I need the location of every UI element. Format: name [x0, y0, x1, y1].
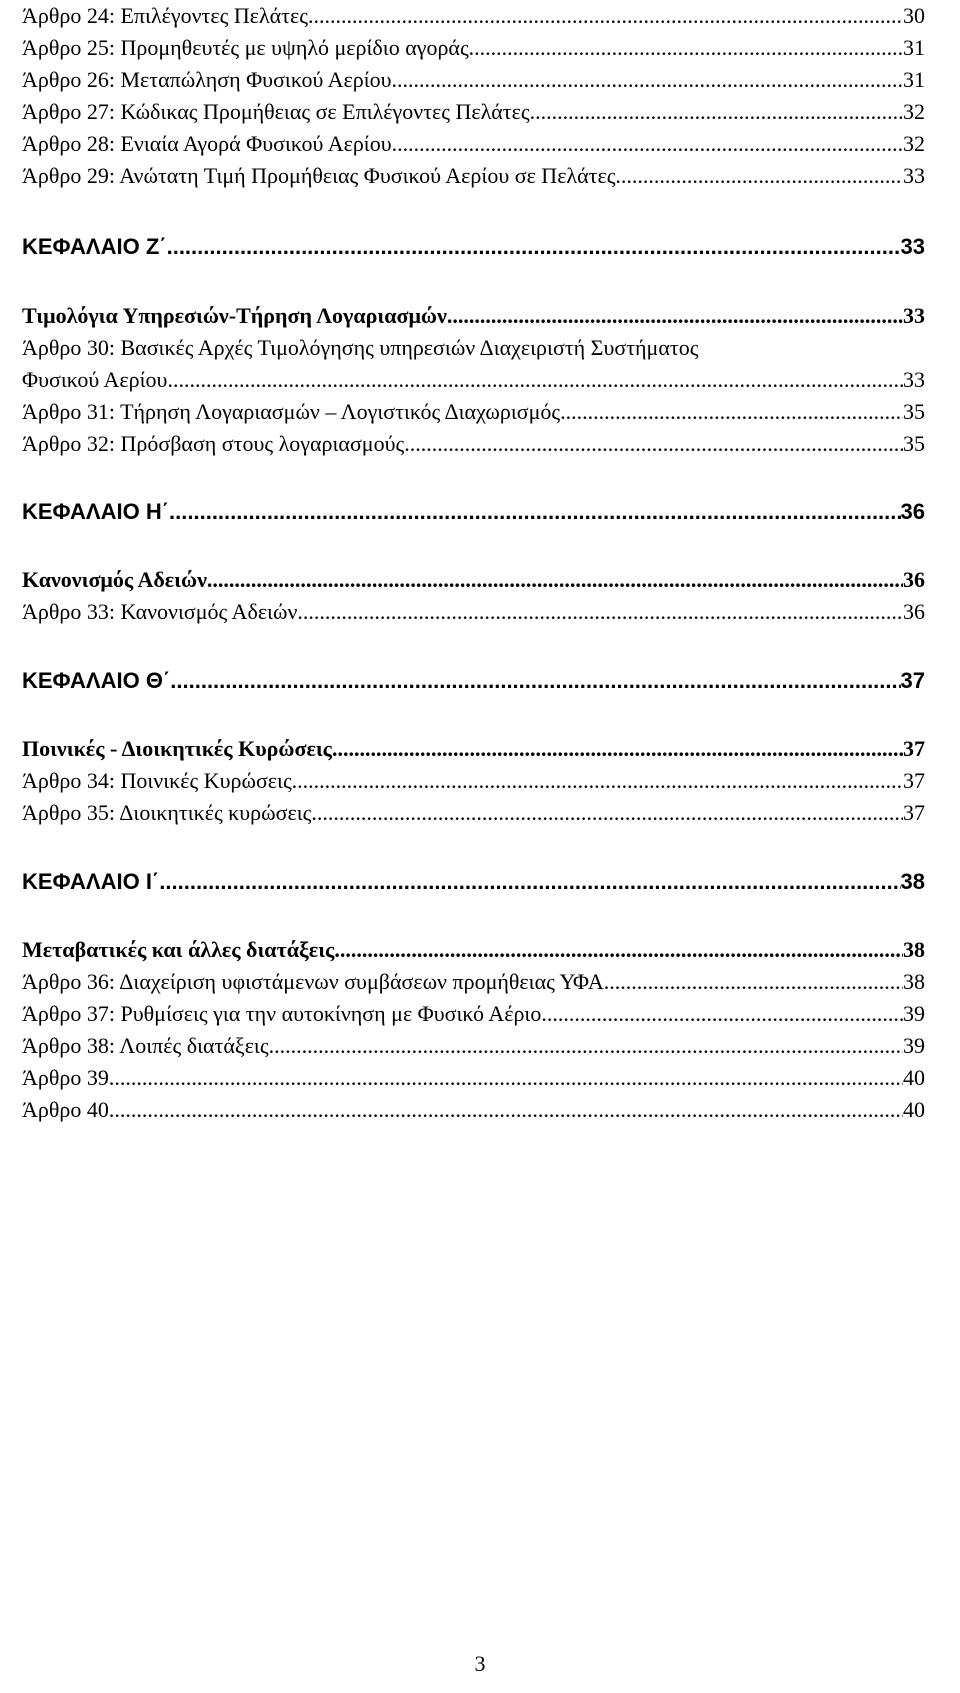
dot-leader [392, 128, 903, 160]
toc-entry-title: Άρθρο 35: Διοικητικές κυρώσεις [22, 800, 312, 825]
toc-entry-page: 39 [903, 1001, 925, 1026]
toc-entry-article-30[interactable] [22, 332, 925, 364]
toc-entry-page: 31 [903, 67, 925, 92]
toc-entry-article-31[interactable] [22, 396, 925, 428]
dot-leader [207, 564, 903, 596]
toc-entry-page: 37 [903, 800, 925, 825]
toc-entry-article-32[interactable] [22, 428, 925, 460]
dot-leader [615, 160, 903, 192]
toc-entry-chapter-i[interactable] [22, 496, 925, 528]
toc-entry-title: Άρθρο 39 [22, 1065, 109, 1090]
toc-entry-article-40[interactable] [22, 1094, 925, 1126]
dot-leader [308, 0, 903, 32]
toc-entry-article-34[interactable] [22, 765, 925, 797]
toc-entry-page: 33 [903, 367, 925, 392]
toc-entry-page: 38 [900, 869, 925, 894]
toc-entry-page: 39 [903, 1033, 925, 1058]
toc-entry-title: Άρθρο 25: Προμηθευτές με υψηλό μερίδιο αγοράς [22, 35, 469, 60]
page-number: 3 [474, 1651, 486, 1676]
toc-entry-section-licenses[interactable] [22, 564, 925, 596]
toc-entry-title: ΚΕΦΑΛΑΙΟ Η΄ [22, 499, 170, 524]
toc-entry-title: Φυσικού Αερίου [22, 367, 168, 392]
toc-entry-page: 38 [903, 937, 925, 962]
toc-entry-page: 37 [900, 668, 925, 693]
dot-leader [170, 665, 900, 697]
toc-entry-title: Άρθρο 40 [22, 1097, 109, 1122]
dot-leader [447, 300, 903, 332]
toc-entry-title: ΚΕΦΑΛΑΙΟ Ι΄ [22, 869, 160, 894]
toc-entry-title: Μεταβατικές και άλλες διατάξεις [22, 937, 335, 962]
toc-entry-article-35[interactable] [22, 797, 925, 829]
toc-entry-chapter-th[interactable] [22, 665, 925, 697]
toc-entry-page: 36 [900, 499, 925, 524]
dot-leader [109, 1094, 903, 1126]
toc-entry-title: Άρθρο 24: Επιλέγοντες Πελάτες [22, 3, 308, 28]
dot-leader [541, 998, 903, 1030]
toc-entry-title: Άρθρο 36: Διαχείριση υφιστάμενων συμβάσεων προμήθειας ΥΦΑ [22, 969, 604, 994]
toc-entry-article-24[interactable] [22, 0, 925, 32]
toc-entry-article-25[interactable] [22, 32, 925, 64]
toc-entry-page: 31 [903, 35, 925, 60]
toc-entry-page: 36 [903, 599, 925, 624]
toc-entry-page: 35 [903, 431, 925, 456]
toc-entry-article-37[interactable] [22, 998, 925, 1030]
toc-entry-title: Άρθρο 28: Ενιαία Αγορά Φυσικού Αερίου [22, 131, 392, 156]
dot-leader [530, 96, 903, 128]
toc-entry-article-28[interactable] [22, 128, 925, 160]
toc-entry-title: Άρθρο 38: Λοιπές διατάξεις [22, 1033, 269, 1058]
dot-leader [297, 596, 903, 628]
toc-entry-page: 40 [903, 1097, 925, 1122]
toc-entry-page: 35 [903, 399, 925, 424]
toc-entry-article-33[interactable] [22, 596, 925, 628]
toc-entry-title: Τιμολόγια Υπηρεσιών-Τήρηση Λογαριασμών [22, 303, 447, 328]
toc-entry-article-29[interactable] [22, 160, 925, 192]
dot-leader [169, 496, 900, 528]
dot-leader [334, 934, 903, 966]
dot-leader [332, 733, 903, 765]
dot-leader [292, 765, 903, 797]
toc-entry-page: 32 [903, 131, 925, 156]
toc-entry-page: 30 [903, 3, 925, 28]
toc-entry-page: 33 [903, 303, 925, 328]
toc-entry-page: 33 [903, 163, 925, 188]
dot-leader [109, 1062, 903, 1094]
toc-entry-title: Άρθρο 29: Ανώτατη Τιμή Προμήθειας Φυσικού Αερίου σε Πελάτες [22, 163, 616, 188]
toc-entry-title: Άρθρο 26: Μεταπώληση Φυσικού Αερίου [22, 67, 392, 92]
toc-entry-title: Άρθρο 37: Ρυθμίσεις για την αυτοκίνηση με Φυσικό Αέριο [22, 1001, 542, 1026]
toc-entry-article-39[interactable] [22, 1062, 925, 1094]
toc-entry-title: ΚΕΦΑΛΑΙΟ Ζ΄ [22, 234, 167, 259]
dot-leader [604, 966, 903, 998]
dot-leader [560, 396, 903, 428]
toc-entry-page: 32 [903, 99, 925, 124]
toc-entry-title: Ποινικές - Διοικητικές Κυρώσεις [22, 736, 332, 761]
toc-entry-article-38[interactable] [22, 1030, 925, 1062]
toc-entry-title: ΚΕΦΑΛΑΙΟ Θ΄ [22, 668, 171, 693]
dot-leader [269, 1030, 903, 1062]
toc-entry-article-30-continued[interactable] [22, 364, 925, 396]
toc-entry-page: 37 [903, 736, 925, 761]
dot-leader [167, 231, 901, 263]
toc-entry-chapter-z[interactable] [22, 231, 925, 263]
toc-entry-title: Άρθρο 34: Ποινικές Κυρώσεις [22, 768, 292, 793]
toc-entry-page: 33 [900, 234, 925, 259]
toc-entry-page: 36 [903, 567, 925, 592]
dot-leader [311, 797, 903, 829]
dot-leader [167, 364, 903, 396]
toc-entry-page: 38 [903, 969, 925, 994]
dot-leader [469, 32, 903, 64]
dot-leader [159, 866, 900, 898]
toc-entry-article-27[interactable] [22, 96, 925, 128]
toc-entry-page: 37 [903, 768, 925, 793]
toc-entry-section-penalties[interactable] [22, 733, 925, 765]
toc-entry-title: Κανονισμός Αδειών [22, 567, 207, 592]
toc-entry-title: Άρθρο 33: Κανονισμός Αδειών [22, 599, 298, 624]
toc-entry-page: 40 [903, 1065, 925, 1090]
toc-entry-title: Άρθρο 31: Τήρηση Λογαριασμών – Λογιστικός Διαχωρισμός [22, 399, 561, 424]
toc-entry-section-transitional[interactable] [22, 934, 925, 966]
dot-leader [404, 428, 903, 460]
toc-entry-article-26[interactable] [22, 64, 925, 96]
toc-entry-article-36[interactable] [22, 966, 925, 998]
toc-entry-title: Άρθρο 27: Κώδικας Προμήθειας σε Επιλέγοντες Πελάτες [22, 99, 530, 124]
toc-entry-title: Άρθρο 32: Πρόσβαση στους λογαριασμούς [22, 431, 405, 456]
toc-entry-chapter-iota[interactable] [22, 866, 925, 898]
toc-entry-title: Άρθρο 30: Βασικές Αρχές Τιμολόγησης υπηρεσιών Διαχειριστή Συστήματος [22, 335, 699, 360]
dot-leader [392, 64, 903, 96]
toc-entry-section-tariffs[interactable] [22, 300, 925, 332]
